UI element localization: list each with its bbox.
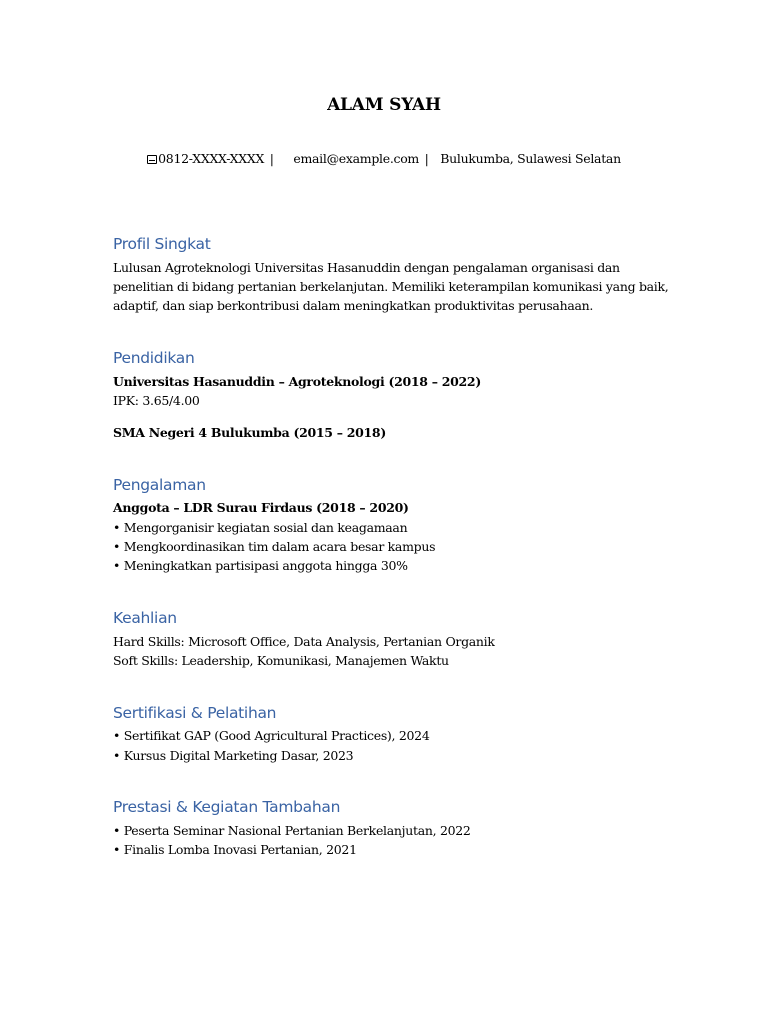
profile-text-line: penelitian di bidang pertanian berkelanjutan. Memiliki keterampilan komunikasi yang baik, (113, 279, 669, 294)
education-entry-heading: SMA Negeri 4 Bulukumba (2015 – 2018) (113, 425, 386, 440)
certification-bullet: • Sertifikat GAP (Good Agricultural Practices), 2024 (113, 728, 430, 743)
skills-line: Soft Skills: Leadership, Komunikasi, Manajemen Waktu (113, 653, 449, 668)
contact-separator: | (269, 151, 274, 166)
achievement-bullet: • Peserta Seminar Nasional Pertanian Berkelanjutan, 2022 (113, 823, 471, 838)
skills-line: Hard Skills: Microsoft Office, Data Analysis, Pertanian Organik (113, 634, 495, 649)
experience-bullet: • Mengkoordinasikan tim dalam acara besar kampus (113, 539, 436, 554)
certification-bullet: • Kursus Digital Marketing Dasar, 2023 (113, 748, 354, 763)
section-title-profile: Profil Singkat (113, 235, 211, 253)
phone-number: 0812-XXXX-XXXX (158, 151, 265, 166)
education-entry-heading: Universitas Hasanuddin – Agroteknologi (2018 – 2022) (113, 374, 481, 389)
profile-text-line: adaptif, dan siap berkontribusi dalam meningkatkan produktivitas perusahaan. (113, 298, 594, 313)
section-title-achievements: Prestasi & Kegiatan Tambahan (113, 798, 341, 816)
section-title-experience: Pengalaman (113, 476, 206, 494)
education-entry-detail: IPK: 3.65/4.00 (113, 393, 200, 408)
section-title-certifications: Sertifikasi & Pelatihan (113, 704, 277, 722)
phone-icon (147, 155, 157, 164)
experience-bullet: • Meningkatkan partisipasi anggota hingga 30% (113, 558, 408, 573)
candidate-name: ALAM SYAH (327, 95, 441, 115)
location: Bulukumba, Sulawesi Selatan (440, 151, 621, 166)
contact-separator: | (424, 151, 429, 166)
profile-text-line: Lulusan Agroteknologi Universitas Hasanuddin dengan pengalaman organisasi dan (113, 260, 620, 275)
achievement-bullet: • Finalis Lomba Inovasi Pertanian, 2021 (113, 842, 357, 857)
experience-bullet: • Mengorganisir kegiatan sosial dan keagamaan (113, 520, 408, 535)
section-title-education: Pendidikan (113, 349, 195, 367)
section-title-skills: Keahlian (113, 609, 177, 627)
email-address: email@example.com (293, 151, 419, 166)
contact-line (0, 151, 768, 166)
experience-heading: Anggota – LDR Surau Firdaus (2018 – 2020) (113, 500, 409, 515)
